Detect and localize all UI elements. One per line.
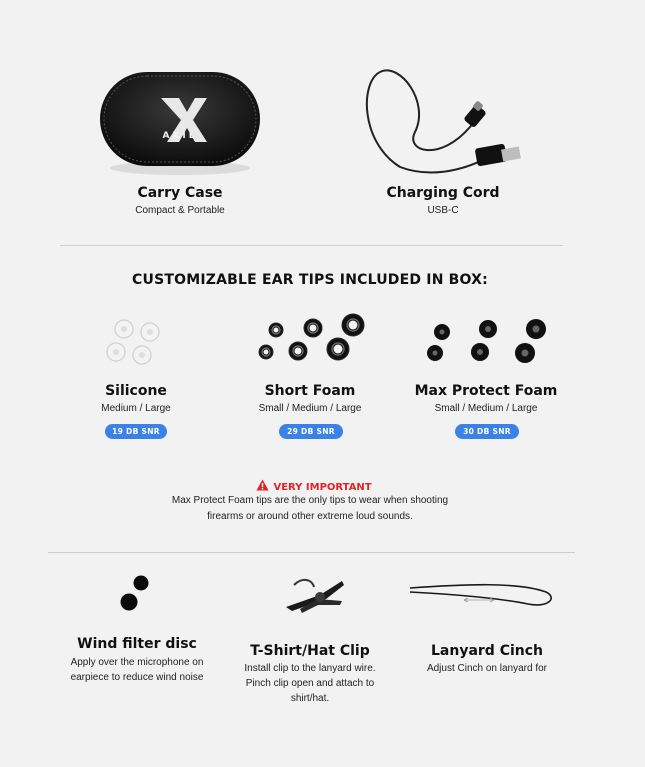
- carry-case-title: Carry Case: [137, 185, 223, 201]
- lanyard-cinch-title: Lanyard Cinch: [430, 643, 543, 659]
- silicone-sizes: Medium / Large: [101, 403, 171, 414]
- hat-clip-line-3: shirt/hat.: [290, 693, 330, 704]
- wind-filter-line-1: Apply over the microphone on: [70, 657, 204, 668]
- hat-clip-line-1: Install clip to the lanyard wire.: [244, 663, 376, 674]
- hat-clip-line-2: Pinch clip open and attach to: [245, 678, 375, 689]
- max-protect-foam-snr-badge: 30 DB SNR: [455, 424, 519, 439]
- warning-triangle-icon: [256, 479, 269, 491]
- warning-title: VERY IMPORTANT: [273, 482, 372, 493]
- carry-case-image: [95, 68, 265, 180]
- hat-clip-title: T-Shirt/Hat Clip: [250, 643, 370, 659]
- silicone-title: Silicone: [105, 383, 167, 399]
- warning-title-row: [256, 477, 372, 491]
- hat-clip-image: [280, 575, 350, 615]
- charging-cord-subtitle: USB-C: [427, 205, 459, 216]
- max-protect-foam-tips-image: [425, 316, 550, 368]
- carry-case-subtitle: Compact & Portable: [135, 205, 225, 216]
- wind-filter-disc-image: [115, 575, 160, 615]
- svg-text:AXIL: AXIL: [162, 131, 198, 141]
- ear-tips-heading: CUSTOMIZABLE EAR TIPS INCLUDED IN BOX:: [132, 272, 488, 288]
- charging-cord-image: [360, 62, 530, 182]
- warning-line-2: firearms or around other extreme loud sounds.: [207, 511, 413, 522]
- divider-bottom: [48, 552, 575, 553]
- short-foam-title: Short Foam: [264, 383, 356, 399]
- wind-filter-line-2: earpiece to reduce wind noise: [70, 672, 204, 683]
- short-foam-tips-image: [255, 311, 365, 371]
- lanyard-cinch-image: [408, 578, 558, 614]
- silicone-tips-image: [100, 315, 170, 370]
- max-protect-foam-sizes: Small / Medium / Large: [434, 403, 538, 414]
- charging-cord-title: Charging Cord: [386, 185, 500, 201]
- max-protect-foam-title: Max Protect Foam: [414, 383, 558, 399]
- short-foam-snr-badge: 29 DB SNR: [279, 424, 343, 439]
- warning-line-1: Max Protect Foam tips are the only tips to wear when shooting: [171, 495, 449, 506]
- divider-top: [60, 245, 563, 246]
- silicone-snr-badge: 19 DB SNR: [105, 424, 167, 439]
- lanyard-cinch-line-1: Adjust Cinch on lanyard for: [426, 663, 548, 674]
- short-foam-sizes: Small / Medium / Large: [258, 403, 362, 414]
- wind-filter-title: Wind filter disc: [77, 636, 197, 652]
